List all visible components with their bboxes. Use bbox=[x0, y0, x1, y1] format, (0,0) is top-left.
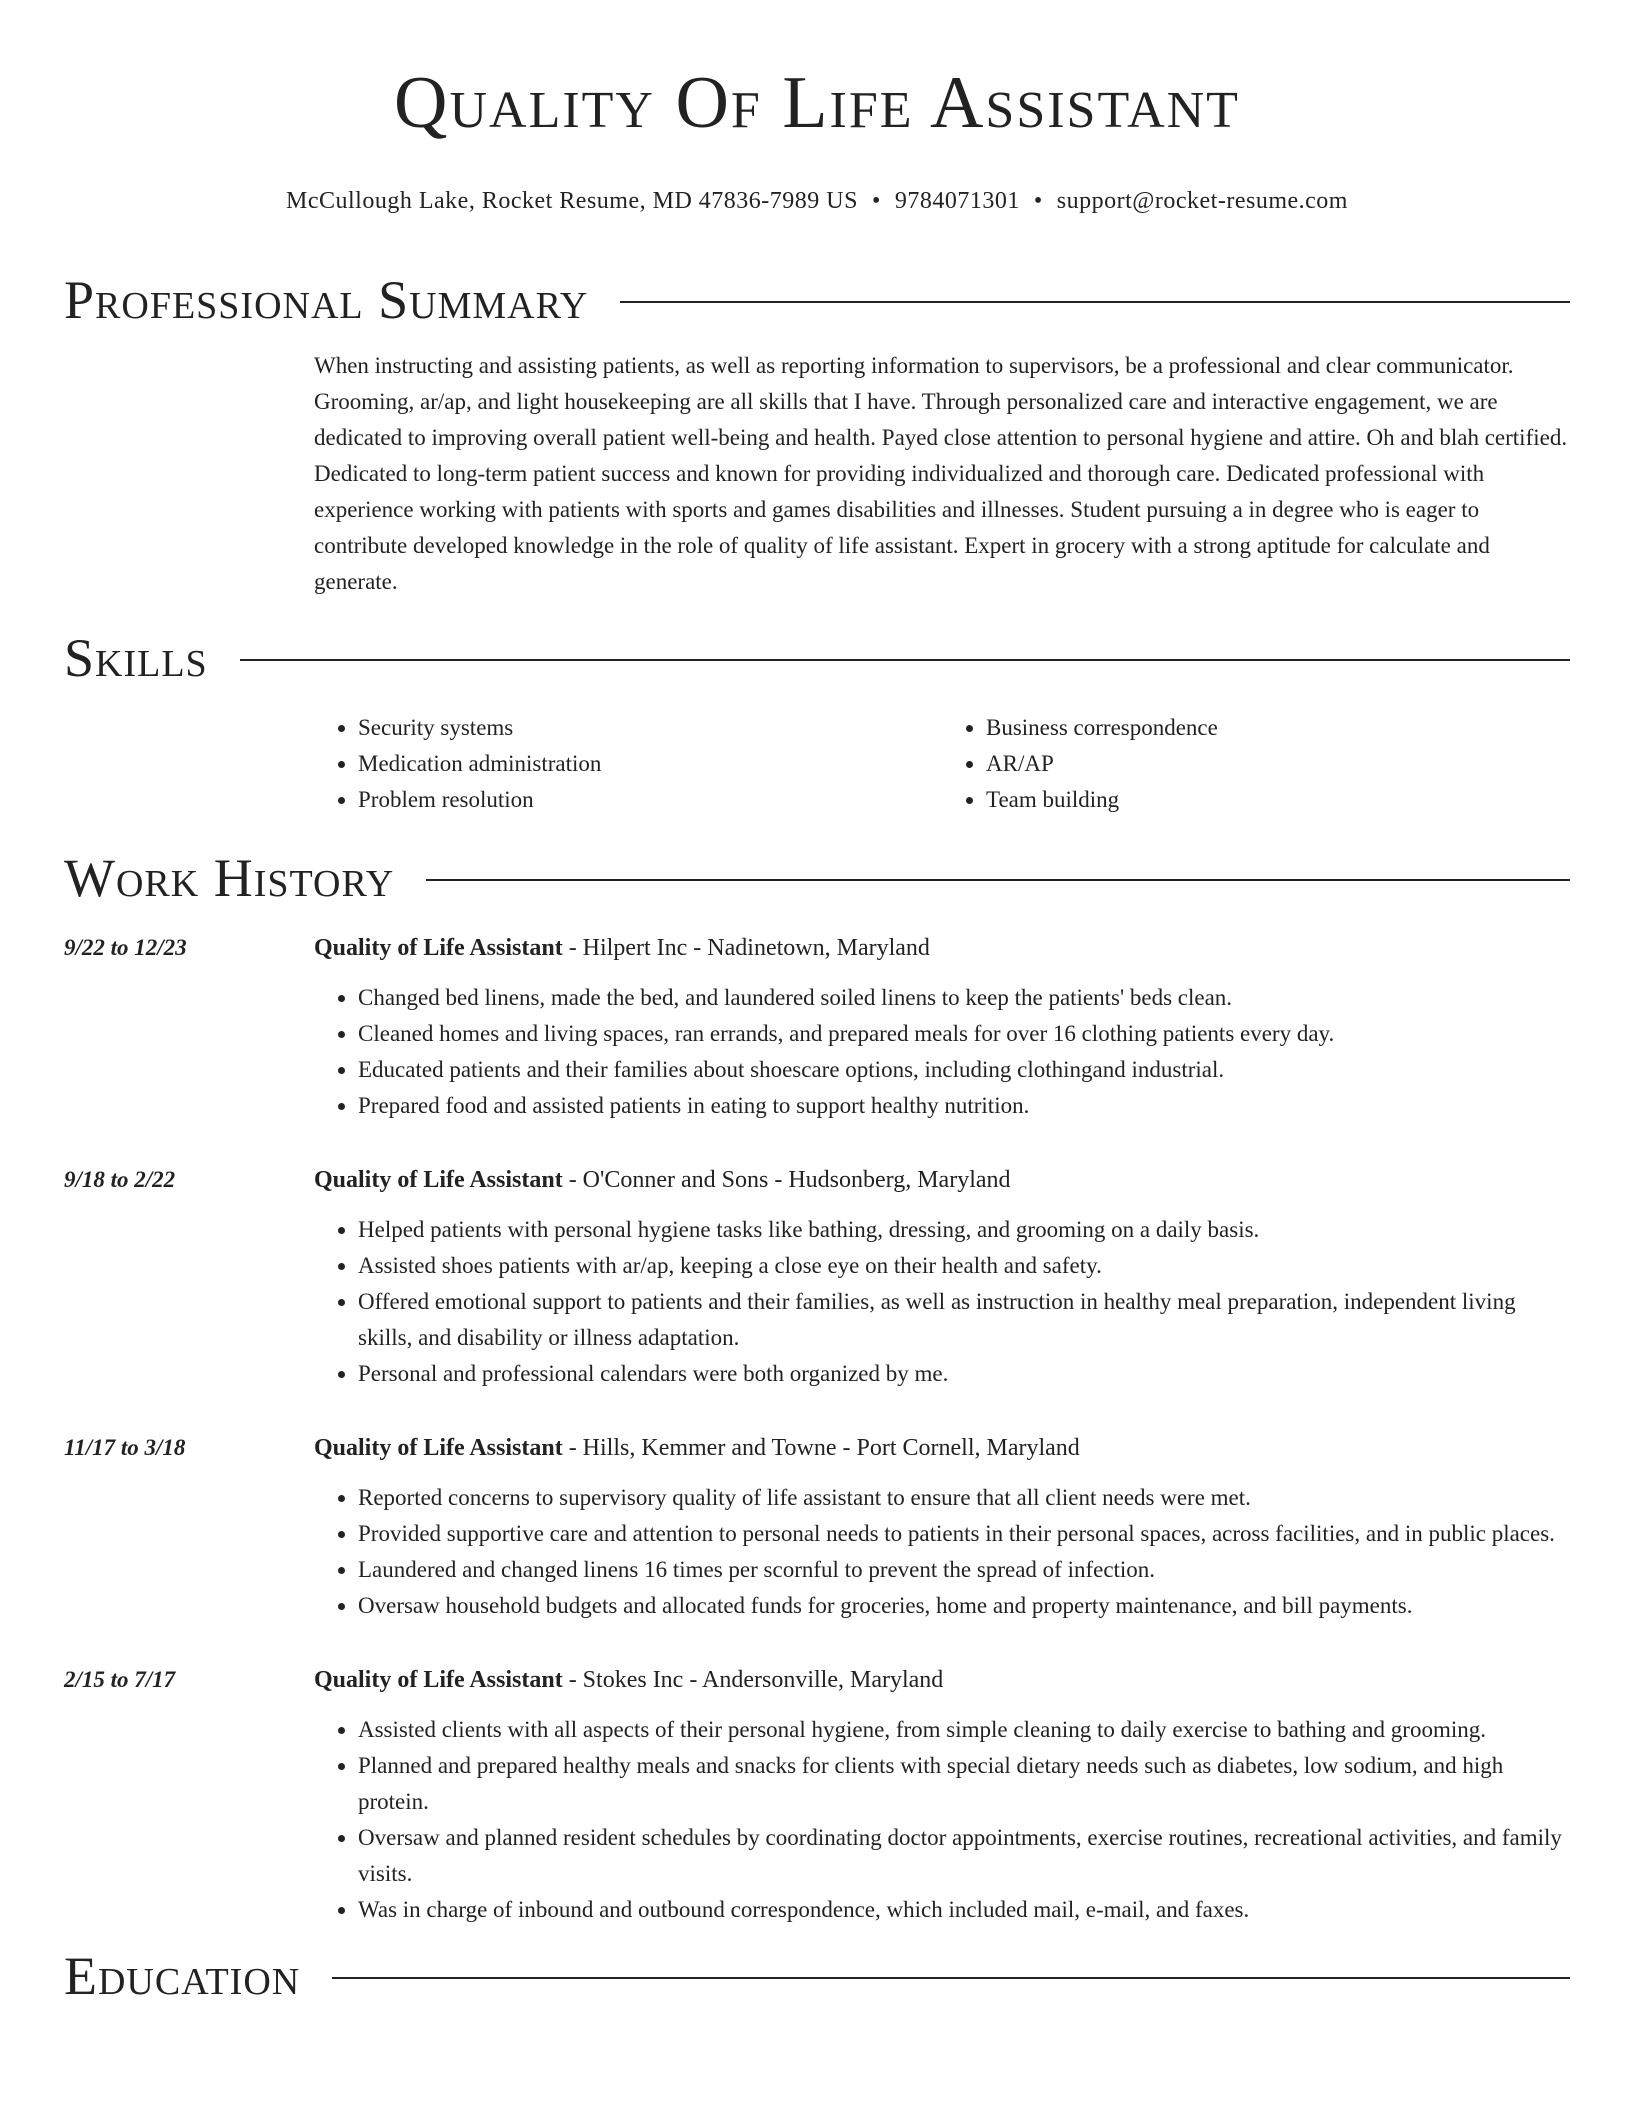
job-bullet: • Provided supportive care and attention to personal needs to patients in their personal spaces, across facilities, and in public places. bbox=[358, 1516, 1570, 1552]
job-title: Quality of Life Assistant bbox=[314, 935, 563, 961]
skills-section-header bbox=[64, 628, 1570, 688]
job-bullet: • Reported concerns to supervisory quality of life assistant to ensure that all client needs were met. bbox=[358, 1480, 1570, 1516]
job-heading bbox=[314, 1158, 1570, 1198]
work-section-title: Work History bbox=[64, 848, 395, 908]
summary-section-title: Professional Summary bbox=[64, 270, 589, 330]
job-bullet: • Laundered and changed linens 16 times per scornful to prevent the spread of infection. bbox=[358, 1552, 1570, 1588]
job-dates: 9/18 to 2/22 bbox=[64, 1167, 176, 1192]
job-title: Quality of Life Assistant bbox=[314, 1435, 563, 1461]
contact-address: McCullough Lake, Rocket Resume, MD 47836-7989 US bbox=[286, 188, 858, 214]
skill-item: • Team building bbox=[986, 782, 1570, 818]
job-employer: - O'Conner and Sons - Hudsonberg, Maryland bbox=[562, 1167, 1011, 1193]
job-title: Quality of Life Assistant bbox=[314, 1667, 563, 1693]
education-section-header bbox=[64, 1946, 1570, 2006]
job-bullet: • Assisted shoes patients with ar/ap, keeping a close eye on their health and safety. bbox=[358, 1248, 1570, 1284]
skill-item: • Business correspondence bbox=[986, 710, 1570, 746]
skills-list bbox=[314, 710, 1570, 818]
job-content bbox=[314, 926, 1570, 1124]
job-bullet: • Educated patients and their families about shoescare options, including clothingand industrial. bbox=[358, 1052, 1570, 1088]
job-heading bbox=[314, 1426, 1570, 1466]
skills-section-title: Skills bbox=[64, 628, 208, 688]
job-heading bbox=[314, 926, 1570, 966]
job-entry bbox=[64, 1426, 1570, 1624]
resume-name: Quality Of Life Assistant bbox=[394, 62, 1240, 144]
job-bullets bbox=[314, 1212, 1570, 1392]
job-bullet: • Prepared food and assisted patients in eating to support healthy nutrition. bbox=[358, 1088, 1570, 1124]
job-title: Quality of Life Assistant bbox=[314, 1167, 563, 1193]
contact-email: support@rocket-resume.com bbox=[1056, 188, 1348, 214]
job-bullet: • Cleaned homes and living spaces, ran errands, and prepared meals for over 16 clothing patients every day. bbox=[358, 1016, 1570, 1052]
job-content bbox=[314, 1658, 1570, 1928]
skill-item: • Medication administration bbox=[358, 746, 942, 782]
job-bullet: • Oversaw household budgets and allocated funds for groceries, home and property maintenance, and bill payments. bbox=[358, 1588, 1570, 1624]
job-content bbox=[314, 1158, 1570, 1392]
section-divider bbox=[620, 301, 1570, 303]
job-bullet: • Personal and professional calendars were both organized by me. bbox=[358, 1356, 1570, 1392]
job-employer: - Hilpert Inc - Nadinetown, Maryland bbox=[562, 935, 930, 961]
skills-column-right bbox=[942, 710, 1570, 818]
skills-column-left bbox=[314, 710, 942, 818]
job-dates: 11/17 to 3/18 bbox=[64, 1435, 186, 1460]
job-entry bbox=[64, 1158, 1570, 1392]
job-bullets bbox=[314, 1712, 1570, 1928]
job-bullets bbox=[314, 980, 1570, 1124]
section-divider bbox=[426, 879, 1570, 881]
education-section-title: Education bbox=[64, 1946, 301, 2006]
summary-text: When instructing and assisting patients, as well as reporting information to supervisors, be a professional and clear communicator. Grooming, ar/ap, and light housekeeping are all skills that I have. Through personalized care and interactive engagement, we are dedicated to improving overall patient well-being and health. Payed close attention to personal hygiene and attire. Oh and blah certified. Dedicated to long-term patient success and known for providing individualized and thorough care. Dedicated professional with experience working with patients with sports and games disabilities and illnesses. Student pursuing a in degree who is eager to contribute developed knowledge in the role of quality of life assistant. Expert in grocery with a strong aptitude for calculate and generate. bbox=[314, 353, 1568, 594]
job-heading bbox=[314, 1658, 1570, 1698]
job-bullet: • Changed bed linens, made the bed, and laundered soiled linens to keep the patients' beds clean. bbox=[358, 980, 1570, 1016]
job-content bbox=[314, 1426, 1570, 1624]
job-employer: - Stokes Inc - Andersonville, Maryland bbox=[562, 1667, 944, 1693]
contact-line bbox=[64, 186, 1570, 216]
job-employer: - Hills, Kemmer and Towne - Port Cornell, Maryland bbox=[562, 1435, 1080, 1461]
work-section-header bbox=[64, 848, 1570, 908]
job-entry bbox=[64, 1658, 1570, 1928]
job-dates: 2/15 to 7/17 bbox=[64, 1667, 176, 1692]
job-bullet: • Helped patients with personal hygiene tasks like bathing, dressing, and grooming on a daily basis. bbox=[358, 1212, 1570, 1248]
skill-item: • AR/AP bbox=[986, 746, 1570, 782]
section-divider bbox=[240, 659, 1570, 661]
contact-phone: 9784071301 bbox=[894, 188, 1020, 214]
job-bullet: • Was in charge of inbound and outbound correspondence, which included mail, e-mail, and faxes. bbox=[358, 1892, 1570, 1928]
contact-separator: • bbox=[871, 188, 881, 214]
section-divider bbox=[332, 1977, 1570, 1979]
contact-separator: • bbox=[1033, 188, 1043, 214]
job-dates: 9/22 to 12/23 bbox=[64, 935, 187, 960]
job-bullet: • Planned and prepared healthy meals and snacks for clients with special dietary needs such as diabetes, low sodium, and high protein. bbox=[358, 1748, 1570, 1820]
job-bullet: • Oversaw and planned resident schedules by coordinating doctor appointments, exercise routines, recreational activities, and family visits. bbox=[358, 1820, 1570, 1892]
job-bullet: • Assisted clients with all aspects of their personal hygiene, from simple cleaning to daily exercise to bathing and grooming. bbox=[358, 1712, 1570, 1748]
job-bullet: • Offered emotional support to patients and their families, as well as instruction in healthy meal preparation, independent living skills, and disability or illness adaptation. bbox=[358, 1284, 1570, 1356]
job-entry bbox=[64, 926, 1570, 1124]
skill-item: • Security systems bbox=[358, 710, 942, 746]
skill-item: • Problem resolution bbox=[358, 782, 942, 818]
summary-section-header bbox=[64, 270, 1570, 330]
job-bullets bbox=[314, 1480, 1570, 1624]
